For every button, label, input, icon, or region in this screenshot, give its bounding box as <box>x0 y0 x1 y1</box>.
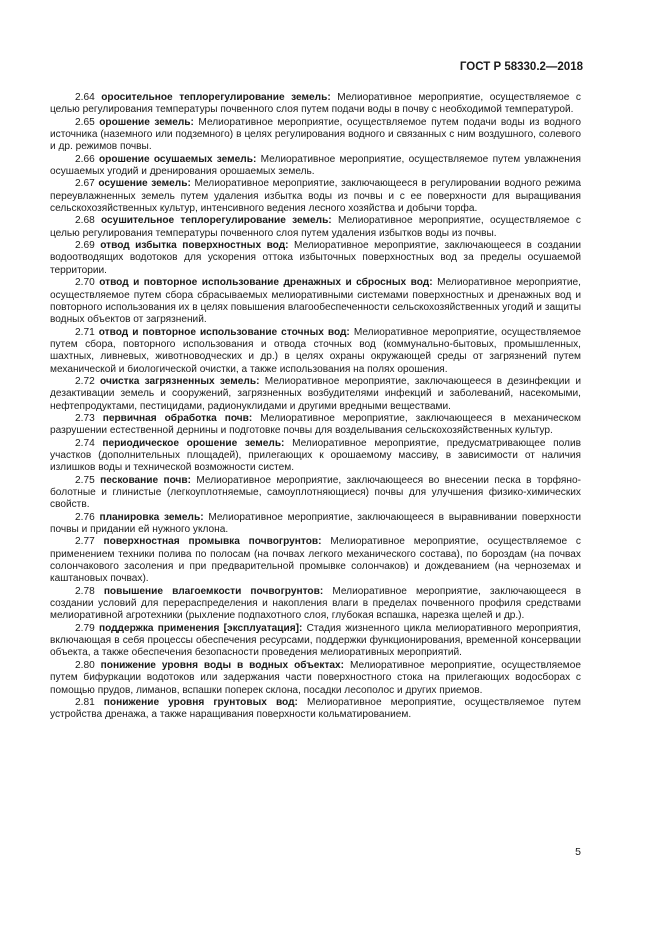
entry-definition: Мелиоративное мероприятие, заключающееся в механическом разрушении естественной дернины и подготовке почвы для возделывания сельскохозяйственных культур. <box>50 412 581 437</box>
definition-entry <box>50 475 581 512</box>
entry-number: 2.73 <box>75 412 95 424</box>
definition-entry <box>50 154 581 179</box>
entry-number: 2.65 <box>75 116 95 128</box>
entry-definition: Мелиоративное мероприятие, осуществляемое путем сбора, повторного использования и отвода сточных вод (коммунально-бытовых, промышленных, шахтных, ливневых, животноводческих и др.) в целях охраны окружающей среды от загрязнений путем механической и биологической очистки, а также использования на полях орошения. <box>50 326 581 375</box>
entry-definition: Мелиоративное мероприятие, осуществляемое с целью регулирования температуры почвенного слоя путем подачи воды в почву с необходимой температурой. <box>50 92 581 116</box>
document-body <box>50 92 581 722</box>
definition-entry <box>50 660 581 697</box>
entry-number: 2.79 <box>75 622 95 634</box>
entry-term: понижение уровня воды в водных объектах: <box>100 659 345 671</box>
entry-number: 2.75 <box>75 474 95 486</box>
entry-number: 2.72 <box>75 375 95 387</box>
entry-number: 2.77 <box>75 536 95 548</box>
definition-entry <box>50 438 581 475</box>
entry-term: поверхностная промывка почвогрунтов: <box>103 536 322 548</box>
entry-number: 2.81 <box>75 696 95 708</box>
definition-entry <box>50 536 581 585</box>
definition-entry <box>50 92 581 117</box>
entry-definition: Мелиоративное мероприятие, осуществляемое путем подачи воды из водного источника (наземного или подземного) в целях регулирования водного и связанных с ним воздушного, солевого и др. режимов почвы. <box>50 116 581 153</box>
definition-entry <box>50 376 581 413</box>
entry-number: 2.66 <box>75 153 95 165</box>
definition-entry <box>50 277 581 326</box>
page-number: 5 <box>575 846 581 858</box>
definition-entry <box>50 413 581 438</box>
entry-term: осушительное теплорегулирование земель: <box>101 215 332 227</box>
entry-definition: Мелиоративное мероприятие, заключающееся в создании водоотводящих водотоков для ускорения оттока избыточных поверхностных вод за пределы осушаемой территории. <box>50 240 581 276</box>
definition-entry <box>50 178 581 215</box>
entry-definition: Мелиоративное мероприятие, заключающееся в регулировании водного режима переувлажненных земель путем удаления избытка воды из почвы и с ее поверхности для выращивания сельскохозяйственных культур, интенсивного ведения лесного хозяйства и добычи торфа. <box>50 178 581 215</box>
entry-number: 2.68 <box>75 215 95 227</box>
entry-number: 2.76 <box>75 511 95 523</box>
definition-entry <box>50 697 581 722</box>
entry-term: понижение уровня грунтовых вод: <box>103 696 298 708</box>
entry-number: 2.70 <box>75 277 95 289</box>
entry-definition: Мелиоративное мероприятие, предусматривающее полив участков (дополнительных площадей), прилегающих к орошаемому массиву, в зависимости от наличия излишков воды и технической возможности систем. <box>50 437 581 474</box>
entry-term: первичная обработка почв: <box>102 412 253 424</box>
definition-entry <box>50 327 581 376</box>
entry-definition: Мелиоративное мероприятие, осуществляемое путем увлажнения осушаемых угодий и дренирования орошаемых земель. <box>50 153 581 178</box>
entry-definition: Мелиоративное мероприятие, осуществляемое путем сбора сбрасываемых мелиоративными системами поверхностных и дренажных вод и повторного использования их в целях повышения влагообеспеченности сельскохозяйственных угодий и защиты водных объектов от загрязнений. <box>50 277 581 326</box>
entry-term: периодическое орошение земель: <box>102 437 285 449</box>
entry-definition: Мелиоративное мероприятие, осуществляемое с применением техники полива по полосам (на почвах легкого механического состава), по бороздам (на почвах солончакового засоления и при предварительной промывке солончаков) и дождеванием (на черноземах и каштановых почвах). <box>50 536 581 585</box>
entry-number: 2.78 <box>75 585 95 597</box>
definition-entry <box>50 117 581 154</box>
entry-term: повышение влагоемкости почвогрунтов: <box>103 585 324 597</box>
definition-entry <box>50 586 581 623</box>
definition-entry <box>50 215 581 240</box>
entry-number: 2.64 <box>75 92 95 103</box>
entry-definition: Мелиоративное мероприятие, осуществляемое путем бифуркации водотоков или задержания части поверхностного стока на прилегающих водосборах с помощью прудов, лиманов, вспашки поперек склона, посадки лесополос и других приемов. <box>50 659 581 696</box>
entry-term: осушение земель: <box>98 178 191 190</box>
entry-term: отвод избытка поверхностных вод: <box>100 240 289 252</box>
entry-definition: Мелиоративное мероприятие, заключающееся во внесении песка в торфяно-болотные и глинистые (легкоуплотняемые, самоуплотняющиеся) почвы для улучшения физико-химических свойств. <box>50 474 581 511</box>
entry-definition: Мелиоративное мероприятие, осуществляемое с целью регулирования температуры почвенного слоя путем удаления избытков воды из почвы. <box>50 215 581 239</box>
entry-number: 2.74 <box>75 437 95 449</box>
entry-number: 2.71 <box>75 326 95 338</box>
entry-definition: Мелиоративное мероприятие, заключающееся в создании условий для перераспределения и накопления влаги в пределах почвенного профиля средствами мелиоративной агротехники (рыхление подпахотного слоя, глубокая вспашка, нарезка щелей и др.). <box>50 585 581 622</box>
entry-term: орошение осушаемых земель: <box>99 153 257 165</box>
entry-number: 2.80 <box>75 659 95 671</box>
entry-term: оросительное теплорегулирование земель: <box>101 92 331 103</box>
entry-definition: Мелиоративное мероприятие, заключающееся в дезинфекции и дезактивации земель и сооружений, загрязненных возбудителями инфекций и заболеваний, насекомыми, нефтепродуктами, пестицидами, радионуклидами и другими вредными веществами. <box>50 375 581 412</box>
entry-term: очистка загрязненных земель: <box>100 375 260 387</box>
entry-term: отвод и повторное использование сточных вод: <box>98 326 350 338</box>
entry-number: 2.69 <box>75 240 95 252</box>
entry-definition: Мелиоративное мероприятие, заключающееся в выравнивании поверхности почвы и придании ей нужного уклона. <box>50 511 581 536</box>
entry-term: пескование почв: <box>100 474 192 486</box>
definition-entry <box>50 512 581 537</box>
definition-entry <box>50 240 581 277</box>
entry-number: 2.67 <box>75 178 95 190</box>
entry-term: планировка земель: <box>99 511 204 523</box>
entry-definition: Мелиоративное мероприятие, осуществляемое путем устройства дренажа, а также наращивания поверхности кольматированием. <box>50 696 581 721</box>
definition-entry <box>50 623 581 660</box>
entry-term: поддержка применения [эксплуатация]: <box>98 622 303 634</box>
entry-definition: Стадия жизненного цикла мелиоративного мероприятия, включающая в себя процессы обеспечения ресурсами, поддержки функционирования, временной консервации объекта, а также обеспечения безопасности проведения мелиоративных мероприятий. <box>50 622 581 659</box>
entry-term: отвод и повторное использование дренажных и сбросных вод: <box>99 277 433 289</box>
entry-term: орошение земель: <box>99 116 194 128</box>
document-header: ГОСТ Р 58330.2—2018 <box>459 61 583 73</box>
